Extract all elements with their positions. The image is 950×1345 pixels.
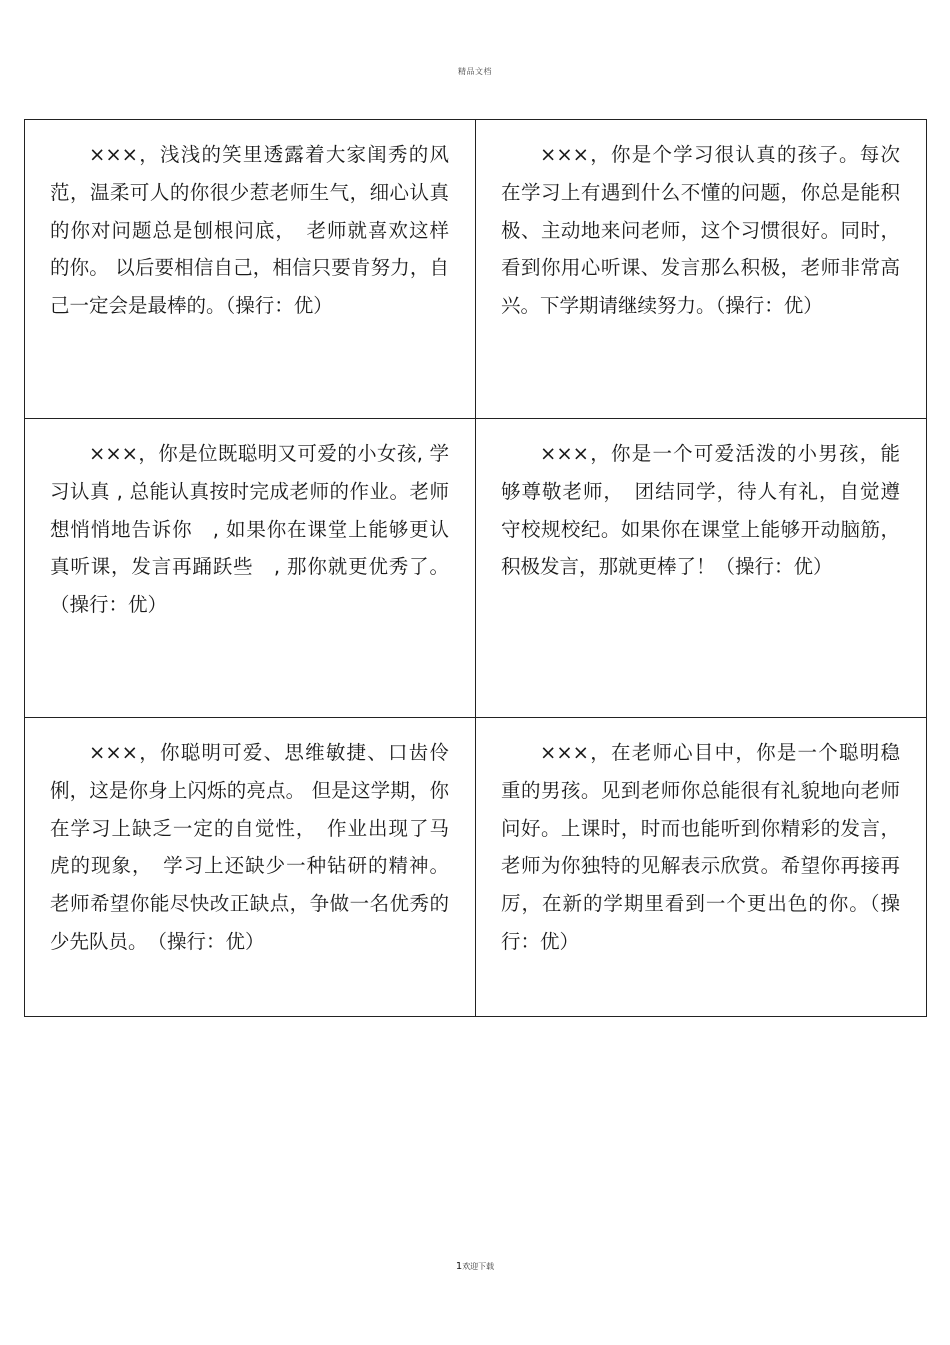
- comment-text: ×××，你是位既聪明又可爱的小女孩, 学习认真 , 总能认真按时完成老师的作业。老师想悄悄地告诉你 , 如果你在课堂上能够更认真听课，发言再踊跃些 , 那你就更优秀了。（操行：优）: [50, 442, 449, 617]
- comment-cell: [25, 718, 476, 1017]
- comment-text: ×××，你是个学习很认真的孩子。每次在学习上有遇到什么不懂的问题，你总是能积极、主动地来问老师，这个习惯很好。同时，看到你用心听课、发言那么积极，老师非常高兴。下学期请继续努力。（操行：优）: [501, 143, 900, 318]
- comment-text: ×××，你聪明可爱、思维敏捷、口齿伶俐，这是你身上闪烁的亮点。 但是这学期，你在学习上缺乏一定的自觉性， 作业出现了马虎的现象， 学习上还缺少一种钻研的精神。老师希望你能尽快改正缺点，争做一名优秀的少先队员。 （操行：优）: [50, 741, 449, 953]
- page-footer: [0, 1261, 950, 1272]
- comment-cell: [476, 120, 927, 419]
- footer-text: 欢迎下载: [462, 1262, 495, 1271]
- comment-text: ×××，你是一个可爱活泼的小男孩，能够尊敬老师， 团结同学，待人有礼，自觉遵守校规校纪。如果你在课堂上能够开动脑筋，积极发言，那就更棒了！（操行：优）: [501, 442, 900, 579]
- page-header-watermark: 精品文档: [458, 67, 492, 76]
- comment-grid: [24, 119, 927, 1017]
- grid-row: [25, 120, 927, 419]
- comment-cell: [25, 120, 476, 419]
- comment-cell: [476, 718, 927, 1017]
- comment-text: ×××，在老师心目中，你是一个聪明稳重的男孩。见到老师你总能很有礼貌地向老师问好。上课时，时而也能听到你精彩的发言，老师为你独特的见解表示欣赏。希望你再接再厉，在新的学期里看到一个更出色的你。（操行：优）: [501, 741, 900, 953]
- grid-row: [25, 718, 927, 1017]
- grid-row: [25, 419, 927, 718]
- comment-cell: [476, 419, 927, 718]
- page-number: 1: [455, 1261, 463, 1272]
- comment-text: ×××，浅浅的笑里透露着大家闺秀的风范，温柔可人的你很少惹老师生气，细心认真的你对问题总是刨根问底， 老师就喜欢这样的你。 以后要相信自己，相信只要肯努力，自己一定会是最棒的。（操行：优）: [50, 143, 449, 318]
- comment-cell: [25, 419, 476, 718]
